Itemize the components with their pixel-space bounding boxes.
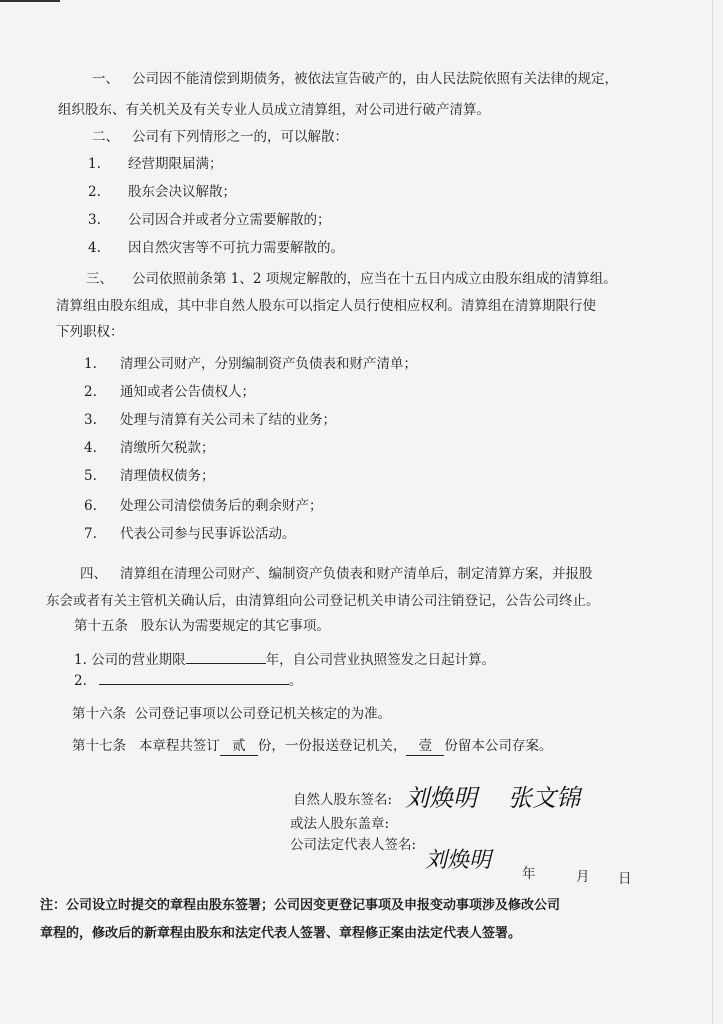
- item-2-prefix: 2.: [74, 673, 87, 689]
- article-15-title: 第十五条: [74, 618, 128, 634]
- list-item: [88, 239, 344, 257]
- list-item: [88, 155, 223, 173]
- section-4-number: 四、: [80, 566, 107, 582]
- list-item-number: 3.: [84, 412, 97, 428]
- list-item: [88, 183, 236, 201]
- list-item-text: 代表公司参与民事诉讼活动。: [120, 526, 296, 542]
- article-15: [74, 617, 330, 635]
- section-1-line-1: [92, 70, 618, 88]
- list-item-text: 股东会决议解散；: [128, 184, 236, 200]
- copies-total-blank: 贰: [220, 737, 258, 756]
- list-item-number: 5.: [84, 468, 97, 484]
- natural-shareholder-label: 自然人股东签名:: [293, 792, 393, 808]
- list-item: [84, 355, 417, 373]
- item-2-suffix: 。: [288, 673, 303, 689]
- page-edge-mark: [0, 0, 60, 2]
- legal-rep-label: 公司法定代表人签名:: [290, 837, 417, 853]
- section-3-line-2: 清算组由股东组成，其中非自然人股东可以指定人员行使相应权利。清算组在清算期限行使: [56, 298, 596, 314]
- list-item-text: 处理与清算有关公司未了结的业务；: [120, 412, 336, 428]
- article-16: [72, 705, 391, 723]
- list-item-text: 清理公司财产，分别编制资产负债表和财产清单；: [120, 356, 417, 372]
- section-2-intro: [92, 128, 348, 146]
- article-17-part-2: 份，一份报送登记机关，: [257, 738, 407, 754]
- article-15-text: 股东认为需要规定的其它事项。: [140, 618, 330, 634]
- section-2-number: 二、: [92, 129, 119, 145]
- list-item: [84, 411, 336, 429]
- note-line-2: 章程的，修改后的新章程由股东和法定代表人签署、章程修正案由法定代表人签署。: [40, 926, 522, 941]
- section-4-line-2: 东会或者有关主管机关确认后，由清算组向公司登记机关申请公司注销登记，公告公司终止。: [46, 593, 600, 609]
- note-line-1: 注：公司设立时提交的章程由股东签署；公司因变更登记事项及申报变动事项涉及修改公司: [40, 898, 561, 913]
- section-3-number: 三、: [86, 271, 113, 287]
- list-item-number: 2.: [84, 384, 97, 400]
- list-item-number: 4.: [84, 440, 97, 456]
- section-1-line-2: 组织股东、有关机关及有关专业人员成立清算组，对公司进行破产清算。: [58, 102, 490, 118]
- article-16-title: 第十六条: [72, 706, 126, 722]
- section-3-text-1: 公司依照前条第 1、2 项规定解散的，应当在十五日内成立由股东组成的清算组。: [132, 271, 617, 287]
- page-fold-line: [712, 0, 713, 1024]
- section-3-line-1: [86, 270, 617, 288]
- list-item-text: 因自然灾害等不可抗力需要解散的。: [128, 240, 344, 256]
- list-item-text: 公司因合并或者分立需要解散的；: [128, 212, 331, 228]
- copies-kept-blank: 壹: [406, 737, 444, 756]
- list-item: [84, 383, 255, 401]
- article-16-text: 公司登记事项以公司登记机关核定的为准。: [134, 706, 392, 722]
- list-item-text: 清理债权债务；: [120, 468, 215, 484]
- section-3-line-3: 下列职权：: [56, 324, 124, 340]
- list-item-number: 7.: [84, 526, 97, 542]
- list-item-text: 经营期限届满；: [128, 156, 223, 172]
- list-item-number: 1.: [84, 356, 97, 372]
- term-suffix: 年，自公司营业执照签发之日起计算。: [265, 652, 496, 668]
- section-2-intro-text: 公司有下列情形之一的，可以解散：: [132, 129, 348, 145]
- section-1-number: 一、: [92, 71, 119, 87]
- legal-person-seal-label: 或法人股东盖章:: [290, 816, 390, 832]
- term-prefix: 1. 公司的营业期限: [74, 652, 186, 668]
- date-month: 月: [576, 869, 590, 885]
- article-17-title: 第十七条: [72, 738, 126, 754]
- natural-shareholder-signature-1: 刘焕明: [405, 784, 477, 812]
- list-item: [84, 497, 323, 515]
- list-item: [84, 525, 296, 543]
- list-item-number: 1.: [88, 156, 101, 172]
- list-item-text: 通知或者公告债权人；: [120, 384, 255, 400]
- legal-rep-signature: 刘焕明: [425, 848, 492, 873]
- list-item-number: 3.: [88, 212, 101, 228]
- date-year: 年: [522, 866, 536, 882]
- section-4-text-1: 清算组在清理公司财产、编制资产负债表和财产清单后，制定清算方案，并报股: [120, 566, 593, 582]
- list-item-text: 处理公司清偿债务后的剩余财产；: [120, 498, 323, 514]
- list-item-number: 6.: [84, 498, 97, 514]
- item-2-blank: [99, 684, 289, 685]
- natural-shareholder-signature-2: 张文锦: [508, 784, 580, 812]
- article-17-part-3: 份留本公司存案。: [444, 738, 553, 754]
- list-item-number: 4.: [88, 240, 101, 256]
- article-17-part-1: 本章程共签订: [138, 738, 220, 754]
- article-17: [72, 737, 552, 756]
- article-15-item-2: [74, 672, 302, 690]
- list-item: [84, 467, 215, 485]
- section-1-text-1: 公司因不能清偿到期债务，被依法宣告破产的，由人民法院依照有关法律的规定，: [132, 71, 618, 87]
- section-4-line-1: [80, 565, 593, 583]
- list-item-text: 清缴所欠税款；: [120, 440, 215, 456]
- term-years-blank: [186, 663, 266, 664]
- date-day: 日: [618, 871, 632, 887]
- article-15-item-1: [74, 651, 495, 669]
- list-item-number: 2.: [88, 184, 101, 200]
- list-item: [88, 211, 331, 229]
- list-item: [84, 439, 215, 457]
